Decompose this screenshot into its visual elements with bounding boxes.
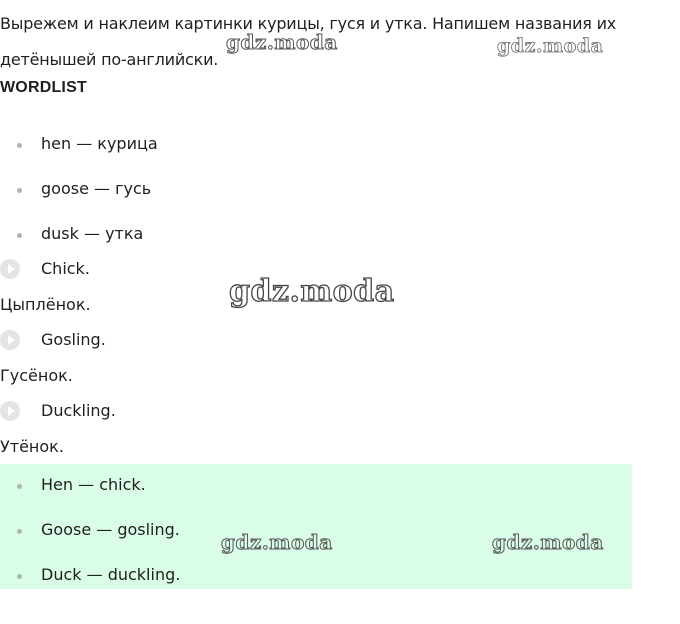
list-item-text: hen — курица <box>41 134 158 153</box>
bullet-icon <box>17 529 22 534</box>
answer-box <box>0 464 632 589</box>
wordlist-heading: WORDLIST <box>0 79 87 96</box>
audio-word: Chick. <box>41 259 90 278</box>
audio-translation: Гусёнок. <box>0 366 73 385</box>
list-item <box>0 123 158 168</box>
audio-translation: Цыплёнок. <box>0 295 91 314</box>
watermark: gdz.moda <box>226 30 338 54</box>
list-item <box>0 213 158 258</box>
answer-text: Goose — gosling. <box>41 520 180 539</box>
bullet-icon <box>17 574 22 579</box>
list-item <box>0 168 158 213</box>
audio-word: Duckling. <box>41 401 116 420</box>
answer-text: Hen — chick. <box>41 475 146 494</box>
list-item-text: goose — гусь <box>41 179 152 198</box>
watermark: gdz.moda <box>221 530 333 554</box>
watermark: gdz.moda <box>229 274 395 309</box>
wordlist <box>0 123 158 258</box>
list-item-text: dusk — утка <box>41 224 144 243</box>
play-circle-icon[interactable] <box>0 259 20 279</box>
bullet-icon <box>17 233 22 238</box>
audio-translation: Утёнок. <box>0 437 64 456</box>
play-circle-icon[interactable] <box>0 330 20 350</box>
bullet-icon <box>17 188 22 193</box>
play-circle-icon[interactable] <box>0 401 20 421</box>
watermark: gdz.moda <box>497 35 604 57</box>
watermark: gdz.moda <box>492 530 604 554</box>
list-item <box>0 509 180 554</box>
answer-text: Duck — duckling. <box>41 565 181 584</box>
bullet-icon <box>17 484 22 489</box>
audio-word: Gosling. <box>41 330 106 349</box>
task-instruction: Вырежем и наклеим картинки курицы, гуся и утка. Напишем названия их детёнышей по-английски. <box>0 14 617 69</box>
answer-list <box>0 464 180 599</box>
list-item <box>0 464 180 509</box>
bullet-icon <box>17 143 22 148</box>
list-item <box>0 554 180 599</box>
